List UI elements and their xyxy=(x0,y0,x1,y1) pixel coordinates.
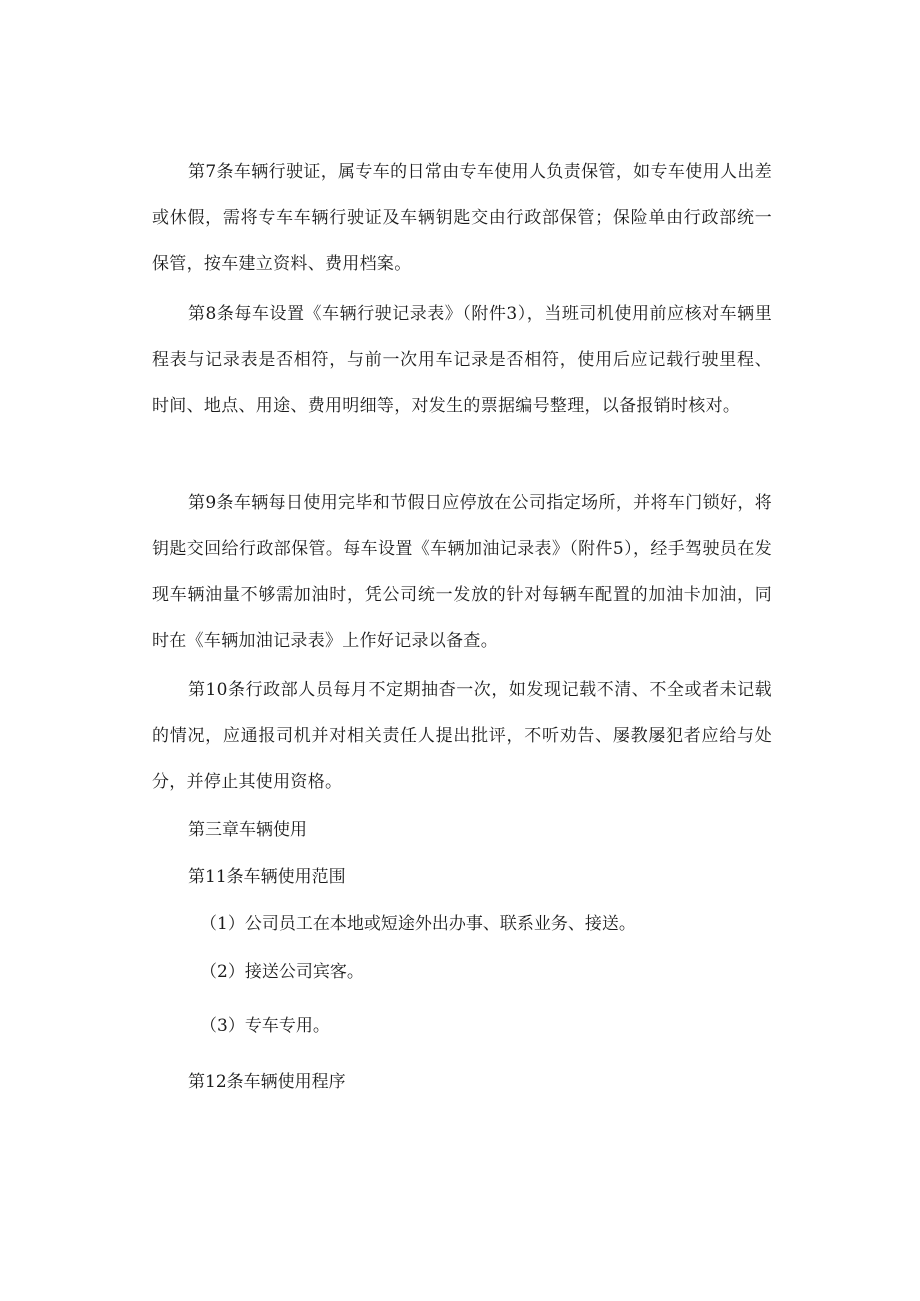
article-9-paragraph: 第9条车辆每日使用完毕和节假日应停放在公司指定场所，并将车门锁好，将钥匙交回给行政部保管。每车设置《车辆加油记录表》（附件5），经手驾驶员在发现车辆油量不够需加油时，凭公司统一发放的针对每辆车配置的加油卡加油，同时在《车辆加油记录表》上作好记录以备查。 xyxy=(152,493,772,651)
article-11-item-1: （1）公司员工在本地或短途外出办事、联系业务、接送。 xyxy=(200,914,636,934)
article-12-title: 第12条车辆使用程序 xyxy=(188,1072,346,1092)
article-8-paragraph: 第8条每车设置《车辆行驶记录表》（附件3），当班司机使用前应核对车辆里程表与记录表是否相符，与前一次用车记录是否相符，使用后应记载行驶里程、时间、地点、用途、费用明细等，对发生的票据编号整理，以备报销时核对。 xyxy=(152,304,772,416)
article-7-paragraph: 第7条车辆行驶证，属专车的日常由专车使用人负责保管，如专车使用人出差或休假，需将专车车辆行驶证及车辆钥匙交由行政部保管；保险单由行政部统一保管，按车建立资料、费用档案。 xyxy=(152,162,772,274)
article-10-paragraph: 第10条行政部人员每月不定期抽杳一次，如发现记载不清、不全或者未记载的情况，应通报司机并对相关责任人提出批评，不听劝告、屡教屡犯者应给与处分，并停止其使用资格。 xyxy=(152,680,772,792)
article-11-item-2: （2）接送公司宾客。 xyxy=(200,962,364,982)
article-11-title: 第11条车辆使用范围 xyxy=(188,867,346,887)
article-11-item-3: （3）专车专用。 xyxy=(200,1016,330,1036)
chapter-heading: 第三章车辆使用 xyxy=(188,820,307,840)
